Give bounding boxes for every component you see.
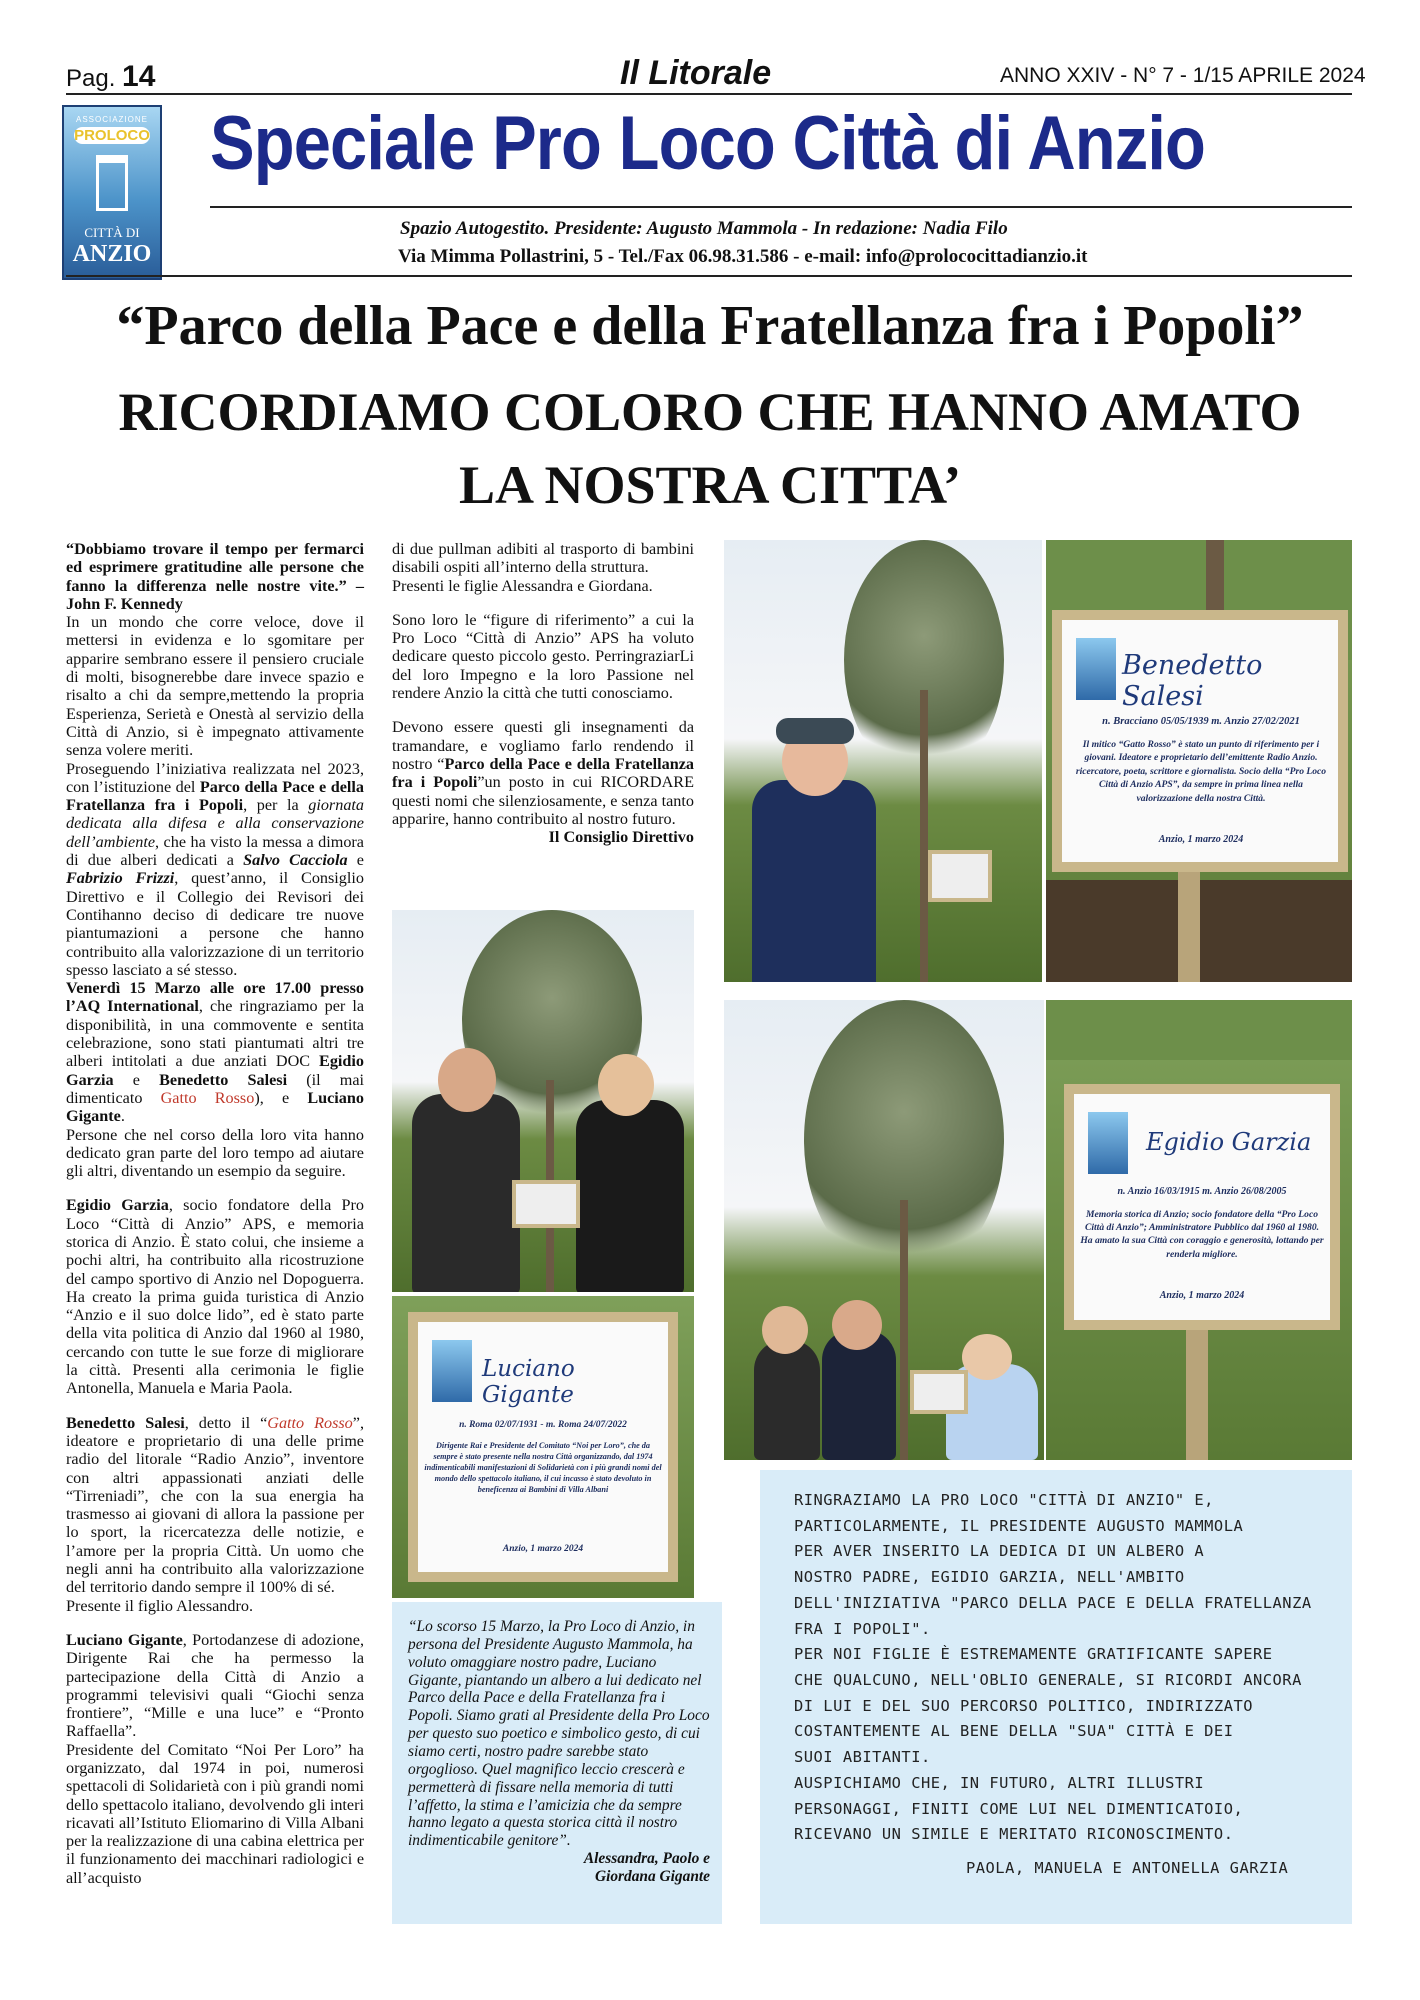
photo-gigante-plaque — [392, 1296, 694, 1598]
letter-line: PER AVER INSERITO LA DEDICA DI UN ALBERO A — [794, 1542, 1205, 1561]
newspaper-name: Il Litorale — [620, 54, 772, 92]
letter-line: AUSPICHIAMO CHE, IN FUTURO, ALTRI ILLUSTRI — [794, 1773, 1205, 1792]
header-rule — [66, 275, 1352, 277]
pro-loco-logo: ASSOCIAZIONE PROLOCO CITTÀ DI ANZIO — [62, 105, 162, 280]
paragraph: Venerdì 15 Marzo alle ore 17.00 presso l’AQ International, che ringraziamo per la disponibilità, in una commovente e sentita celebrazione, sono stati piantumati altri tre alberi intitolati a due anziati DOC Egidio Garzia e Benedetto Salesi (il mai dimenticato Gatto Rosso), e Luciano Gigante. — [66, 979, 365, 1126]
letter-line: FRA I POPOLI". — [794, 1619, 931, 1638]
gigante-family-quote: “Lo scorso 15 Marzo, la Pro Loco di Anzio, in persona del Presidente Augusto Mammola, ha voluto omaggiare nostro padre, Luciano Gigante, piantando un albero a lui dedicato nel Parco della Pace e della Fratellanza fra i Popoli. Siamo grati al Presidente della Pro Loco per questo suo poetico e simbolico gesto, di cui siamo certi, nostro padre sarebbe stato orgoglioso. Quel magnifico leccio crescerà e permetterà di fissare nella memoria di tutti l’affetto, la stima e l’amicizia che da sempre hanno legato a questa storica città il nostro indimenticabile genitore”. Alessandra, Paolo e Giordana Gigante — [392, 1602, 722, 1924]
photo-garzia-plaque — [1046, 1000, 1352, 1460]
paragraph: Persone che nel corso della loro vita hanno dedicato gran parte del loro tempo ad aiutare gli altri, diventando un esempio da seguire. — [66, 1125, 364, 1181]
headline-line-3: LA NOSTRA CITTA’ — [458, 455, 962, 515]
article-column-2 — [392, 540, 694, 846]
letter-line: RICEVANO UN SIMILE E MERITATO RICONOSCIMENTO. — [794, 1825, 1234, 1844]
plaque-garzia: Egidio Garzia n. Anzio 16/03/1915 m. Anzio 26/08/2005 Memoria storica di Anzio; socio fondatore della “Pro Loco Città di Anzio”; Amministratore Pubblico dal 1960 al 1980. Ha amato la sua Città con coraggio e generosità, lottando per renderla migliore. Anzio, 1 marzo 2024 — [1064, 1084, 1340, 1330]
letter-line: COSTANTEMENTE AL BENE DELLA "SUA" CITTÀ E DEI — [794, 1722, 1234, 1741]
pro-loco-logo — [1076, 638, 1116, 700]
headline-line-2: RICORDIAMO COLORO CHE HANNO AMATO — [118, 382, 1302, 442]
article-column-1 — [66, 540, 364, 1903]
paragraph: In un mondo che corre veloce, dove il mettersi in evidenza e lo sgomitare per apparire sembrano essere il pensiero cruciale di molti, bisognerebbe dare invece spazio e risalto a chi da sempre,mettendo la propria Esperienza, Serietà e Onestà al servizio della Città di Anzio, si è impegnato attivamente senza volere meriti. — [66, 613, 364, 760]
letter-line: SUOI ABITANTI. — [794, 1748, 931, 1767]
paragraph: di due pullman adibiti al trasporto di bambini disabili ospiti all’interno della struttura. Presenti le figlie Alessandra e Giordana. — [392, 540, 694, 595]
letter-line: PER NOI FIGLIE È ESTREMAMENTE GRATIFICANTE SAPERE — [794, 1645, 1273, 1664]
letter-line: PARTICOLARMENTE, IL PRESIDENTE AUGUSTO MAMMOLA — [794, 1516, 1244, 1535]
page-number: Pag. 14 — [66, 60, 156, 93]
contact-line: Via Mimma Pollastrini, 5 - Tel./Fax 06.98.31.586 - e-mail: info@prolococittadianzio.it — [398, 246, 1088, 267]
header-rule — [66, 93, 1352, 95]
header-rule — [210, 206, 1352, 208]
photo-salesi-plaque — [1046, 540, 1352, 982]
letter-signature: PAOLA, MANUELA E ANTONELLA GARZIA — [966, 1859, 1289, 1878]
section-title: Speciale Pro Loco Città di Anzio — [210, 101, 1206, 186]
photo-salesi-ceremony — [724, 540, 1042, 982]
letter-line: DI LUI E DEL SUO PERCORSO POLITICO, INDIRIZZATO — [794, 1696, 1253, 1715]
editorial-line: Spazio Autogestito. Presidente: Augusto Mammola - In redazione: Nadia Filo — [400, 218, 1008, 239]
letter-line: NOSTRO PADRE, EGIDIO GARZIA, NELL'AMBITO — [794, 1568, 1185, 1587]
pro-loco-logo — [432, 1340, 472, 1402]
photo-gigante-ceremony — [392, 910, 694, 1292]
letter-line: RINGRAZIAMO LA PRO LOCO "CITTÀ DI ANZIO" E, — [794, 1491, 1214, 1509]
photo-garzia-ceremony — [724, 1000, 1044, 1460]
letter-line: DELL'INIZIATIVA "PARCO DELLA PACE E DELLA FRATELLANZA — [794, 1593, 1312, 1612]
plaque-gigante: Luciano Gigante n. Roma 02/07/1931 - m. Roma 24/07/2022 Dirigente Rai e Presidente del Comitato “Noi per Loro”, che da sempre è stato presente nella nostra Città organizzando, dal 1974 indimenticabili manifestazioni di Solidarietà con i più grandi nomi del mondo dello spettacolo italiano, il cui incasso è stato devoluto in beneficenza ai Bambini di Villa Albani Anzio, 1 marzo 2024 — [408, 1312, 678, 1582]
garzia-family-letter — [760, 1470, 1352, 1924]
column-icon — [96, 155, 128, 211]
letter-line: PERSONAGGI, FINITI COME LUI NEL DIMENTICATOIO, — [794, 1799, 1244, 1818]
paragraph: Proseguendo l’iniziativa realizzata nel 2023, con l’istituzione del Parco della Pace e della Fratellanza fra i Popoli, per la giornata dedicata alla difesa e alla conservazione dell’ambiente, che ha visto la messa a dimora di due alberi dedicati a Salvo Cacciola e Fabrizio Frizzi, quest’anno, il Consiglio Direttivo e il Collegio dei Revisori dei Contihanno deciso di dedicare tre nuove piantumazioni a persone che hanno contribuito alla valorizzazione di un territorio spesso lasciato a sé stesso. — [66, 759, 364, 979]
paragraph: Benedetto Salesi, detto il “Gatto Rosso”, ideatore e proprietario di una delle prime radio del litorale “Radio Anzio”, inventore con altri appassionati anziati delle “Tirreniadi”, che con la sua energia ha trasmesso ai giovani di allora la passione per lo sport, la ricercatezza delle notizie, e l’amore per la propria Città. Un uomo che negli anni ha contribuito alla valorizzazione del territorio dando sempre il 100% di sé. Presente il figlio Alessandro. — [66, 1413, 365, 1615]
pro-loco-logo — [1088, 1112, 1128, 1174]
opening-quote: “Dobbiamo trovare il tempo per fermarci ed esprimere gratitudine alle persone che fanno la differenza nelle nostre vite.” – John F. Kennedy — [66, 540, 364, 613]
letter-line: CHE QUALCUNO, NELL'OBLIO GENERALE, SI RICORDI ANCORA — [794, 1671, 1302, 1690]
issue-info: ANNO XXIV - N° 7 - 1/15 APRILE 2024 — [1000, 64, 1366, 87]
paragraph: Luciano Gigante, Portodanzese di adozione, Dirigente Rai che ha permesso la partecipazione della Città di Anzio a programmi televisivi quali “Giochi senza frontiere”, “Mille e una luce” e “Pronto Raffaella”. Presidente del Comitato “Noi Per Loro” ha organizzato, dal 1974 in poi, numerosi spettacoli di Solidarietà con i più grandi nomi dello spettacolo italiano, devolvendo gli interi ricavati all’Istituto Eliomarino di Villa Albani per la realizzazione di una cabina elettrica per il funzionamento dei macchinari radiologici e all’acquisto — [66, 1630, 364, 1887]
headline-main: “Parco della Pace e della Fratellanza fra i Popoli” — [116, 295, 1304, 357]
paragraph: Egidio Garzia, socio fondatore della Pro Loco “Città di Anzio” APS, e memoria storica di Anzio. È stato colui, che insieme a pochi altri, ha contribuito alla ricostruzione del campo sportivo di Anzio nel Dopoguerra. Ha creato la prima guida turistica di Anzio “Anzio e il suo dolce lido”, ed è stato parte della vita politica di Anzio dal 1960 al 1980, cercando con tutte le sue forze di migliorare la città. Presenti alla cerimonia le figlie Antonella, Manuela e Maria Paola. — [66, 1196, 364, 1398]
article-signature: Il Consiglio Direttivo — [548, 828, 694, 847]
plaque-salesi: Benedetto Salesi n. Bracciano 05/05/1939 m. Anzio 27/02/2021 Il mitico “Gatto Rosso” è stato un punto di riferimento per i giovani. Ideatore e proprietario dell’emittente Radio Anzio. ricercatore, poeta, scrittore e giornalista. Socio della “Pro Loco Città di Anzio APS”, da sempre in prima linea nella valorizzazione della nostra Città. Anzio, 1 marzo 2024 — [1052, 610, 1348, 872]
paragraph: Devono essere questi gli insegnamenti da tramandare, e vogliamo farlo rendendo il nostro “Parco della Pace e della Fratellanza fra i Popoli”un posto in cui RICORDARE questi nomi che silenziosamente, e senza tanto apparire, hanno contribuito al nostro futuro. — [392, 718, 694, 828]
paragraph: Sono loro le “figure di riferimento” a cui la Pro Loco “Città di Anzio” APS ha voluto dedicare questo piccolo gesto. PerringraziarLi del loro Impegno e la loro Passione nel rendere Anzio la città che tutti conosciamo. — [392, 610, 694, 703]
